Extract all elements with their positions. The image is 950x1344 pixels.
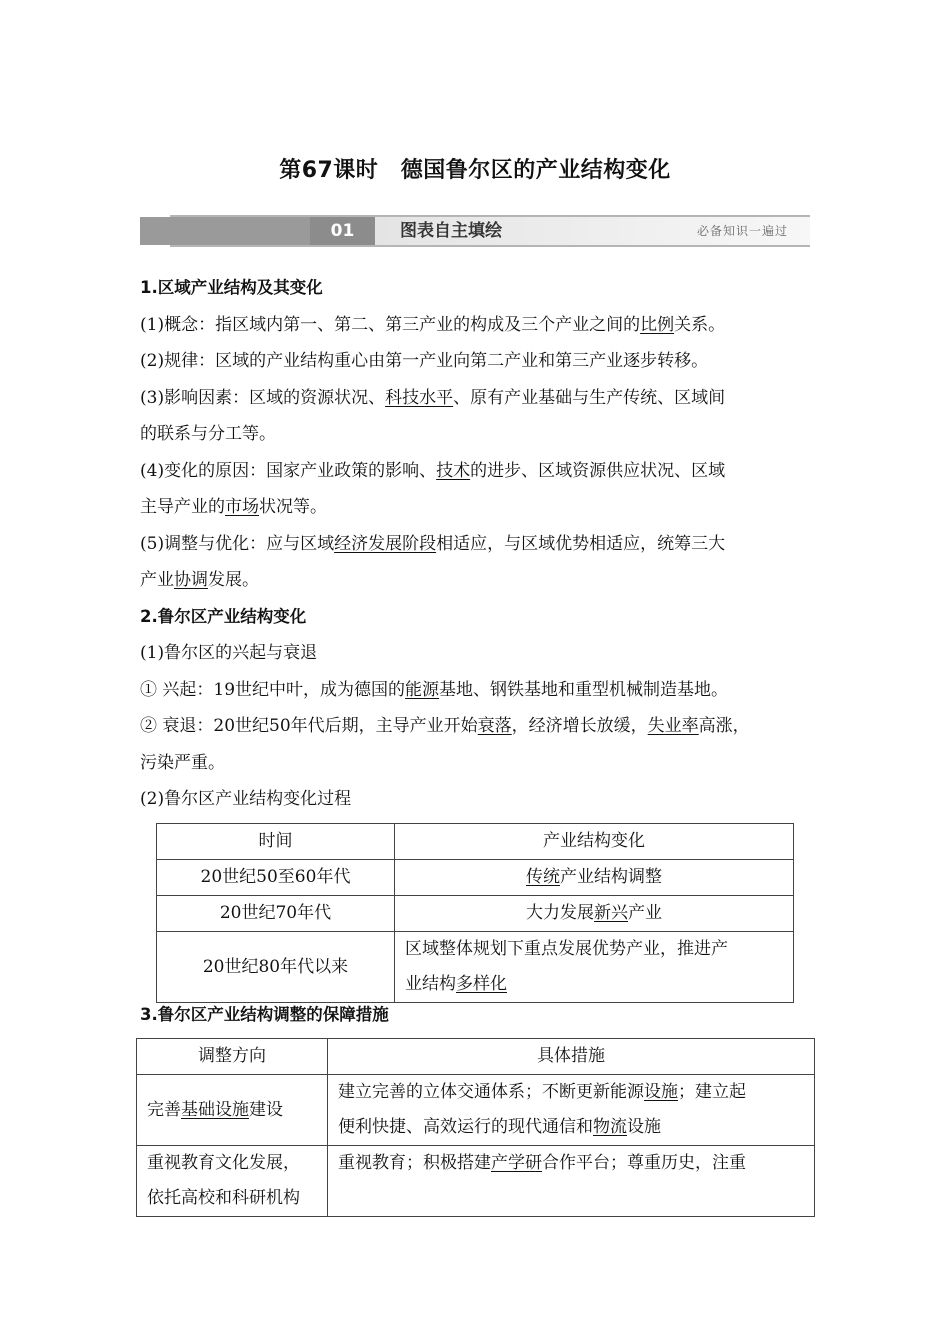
answer-blank: 新兴 bbox=[594, 903, 628, 923]
text: 、原有产业基础与生产传统、区域间 bbox=[453, 387, 726, 408]
rise-line bbox=[140, 672, 818, 709]
answer-blank: 经济发展阶段 bbox=[334, 533, 437, 554]
answer-blank: 能源 bbox=[405, 679, 440, 700]
text: 重视教育文化发展， bbox=[147, 1153, 300, 1173]
table-row bbox=[137, 1146, 815, 1217]
table-row bbox=[157, 932, 794, 1003]
text: 依托高校和科研机构 bbox=[147, 1188, 300, 1208]
text: 发展。 bbox=[208, 570, 259, 590]
table-cell bbox=[395, 932, 794, 1003]
answer-blank: 物流 bbox=[593, 1117, 627, 1137]
banner-bottom-line bbox=[170, 245, 810, 247]
section3-heading: 3.鲁尔区产业结构调整的保障措施 bbox=[140, 1005, 389, 1024]
banner-number: 01 bbox=[310, 215, 375, 247]
text: 状况等。 bbox=[259, 497, 327, 517]
section2-heading: 2.鲁尔区产业结构变化 bbox=[140, 606, 307, 626]
answer-blank: 技术 bbox=[436, 460, 471, 481]
text: 产业 bbox=[140, 570, 174, 590]
table-cell: 20世纪50至60年代 bbox=[157, 860, 395, 896]
reasons-line bbox=[140, 453, 818, 490]
optimize-line bbox=[140, 526, 818, 563]
table-header: 具体措施 bbox=[328, 1039, 815, 1075]
answer-blank: 基础设施 bbox=[181, 1099, 249, 1120]
banner-right-text: 必备知识一遍过 bbox=[696, 224, 788, 238]
reasons-line-cont bbox=[140, 489, 818, 526]
text: 高涨， bbox=[698, 716, 750, 736]
text: (1)概念：指区域内第一、第二、第三产业的构成及三个产业之间的 bbox=[140, 314, 641, 335]
page-title: 第67课时 德国鲁尔区的产业结构变化 bbox=[279, 158, 671, 183]
text: 业结构 bbox=[405, 974, 456, 994]
section-banner bbox=[140, 215, 810, 247]
text: ，经济增长放缓， bbox=[511, 716, 648, 736]
table-header: 产业结构变化 bbox=[395, 824, 794, 860]
text: 区域整体规划下重点发展优势产业，推进产 bbox=[405, 939, 728, 959]
measures-table bbox=[136, 1038, 815, 1217]
text: 完善 bbox=[147, 1099, 181, 1120]
text-line bbox=[405, 967, 783, 1002]
table-header-row bbox=[137, 1039, 815, 1075]
text: 基地、钢铁基地和重型机械制造基地。 bbox=[439, 679, 729, 700]
answer-blank: 市场 bbox=[225, 497, 259, 517]
rule-line: (2)规律：区域的产业结构重心由第一产业向第二产业和第三产业逐步转移。 bbox=[140, 351, 709, 371]
answer-blank: 失业率 bbox=[647, 716, 699, 736]
process-table bbox=[156, 823, 794, 1003]
text: 相适应，与区域优势相适应，统筹三大 bbox=[436, 533, 726, 554]
text: 的进步、区域资源供应状况、区域 bbox=[470, 460, 726, 481]
text: 产业 bbox=[628, 903, 662, 923]
table-cell: 20世纪70年代 bbox=[157, 896, 395, 932]
table-header: 时间 bbox=[157, 824, 395, 860]
concept-line bbox=[140, 307, 818, 344]
text: (4)变化的原因：国家产业政策的影响、 bbox=[140, 460, 437, 481]
text: 合作平台；尊重历史，注重 bbox=[542, 1153, 746, 1173]
decline-line bbox=[140, 708, 818, 745]
text: 产业结构调整 bbox=[560, 867, 662, 887]
answer-blank: 传统 bbox=[526, 867, 560, 887]
table-cell bbox=[328, 1146, 815, 1217]
text-line bbox=[338, 1110, 804, 1145]
banner-label: 图表自主填绘 bbox=[400, 221, 502, 241]
text: 便利快捷、高效运行的现代通信和 bbox=[338, 1117, 593, 1137]
answer-blank: 产学研 bbox=[491, 1153, 542, 1173]
text: 重视教育；积极搭建 bbox=[338, 1153, 491, 1173]
banner-left-block bbox=[140, 217, 170, 245]
table-cell bbox=[137, 1146, 328, 1217]
subsection-rise-decline: (1)鲁尔区的兴起与衰退 bbox=[140, 643, 318, 663]
section1-heading: 1.区域产业结构及其变化 bbox=[140, 278, 323, 297]
table-cell bbox=[395, 896, 794, 932]
text: 设施 bbox=[627, 1117, 661, 1137]
table-row bbox=[137, 1075, 815, 1146]
table-cell bbox=[395, 860, 794, 896]
answer-blank: 比例 bbox=[640, 314, 675, 335]
optimize-line-cont bbox=[140, 562, 818, 599]
table-cell: 20世纪80年代以来 bbox=[157, 932, 395, 1003]
table-cell bbox=[137, 1075, 328, 1146]
text: 大力发展 bbox=[526, 903, 594, 923]
answer-blank: 协调 bbox=[174, 570, 208, 590]
factors-line-cont: 的联系与分工等。 bbox=[140, 424, 276, 444]
table-header-row bbox=[157, 824, 794, 860]
table-cell bbox=[328, 1075, 815, 1146]
text: (5)调整与优化：应与区域 bbox=[140, 533, 335, 554]
text: ② 衰退：20世纪50年代后期，主导产业开始 bbox=[140, 716, 478, 736]
table-header: 调整方向 bbox=[137, 1039, 328, 1075]
table-row bbox=[157, 896, 794, 932]
answer-blank: 设施 bbox=[644, 1082, 678, 1102]
text: ；建立起 bbox=[678, 1082, 746, 1102]
text-line bbox=[338, 1075, 804, 1110]
text: 关系。 bbox=[674, 314, 726, 335]
document-body bbox=[140, 270, 818, 818]
decline-line-cont: 污染严重。 bbox=[140, 752, 225, 773]
text: 建立完善的立体交通体系；不断更新能源 bbox=[338, 1082, 644, 1102]
text: 建设 bbox=[249, 1099, 283, 1120]
subsection-process: (2)鲁尔区产业结构变化过程 bbox=[140, 789, 352, 809]
text: 主导产业的 bbox=[140, 497, 225, 517]
answer-blank: 衰落 bbox=[477, 716, 512, 736]
text: (3)影响因素：区域的资源状况、 bbox=[140, 387, 386, 408]
factors-line bbox=[140, 380, 818, 417]
answer-blank: 科技水平 bbox=[385, 387, 454, 408]
table-row bbox=[157, 860, 794, 896]
text: ① 兴起：19世纪中叶，成为德国的 bbox=[140, 679, 406, 700]
answer-blank: 多样化 bbox=[456, 974, 507, 994]
